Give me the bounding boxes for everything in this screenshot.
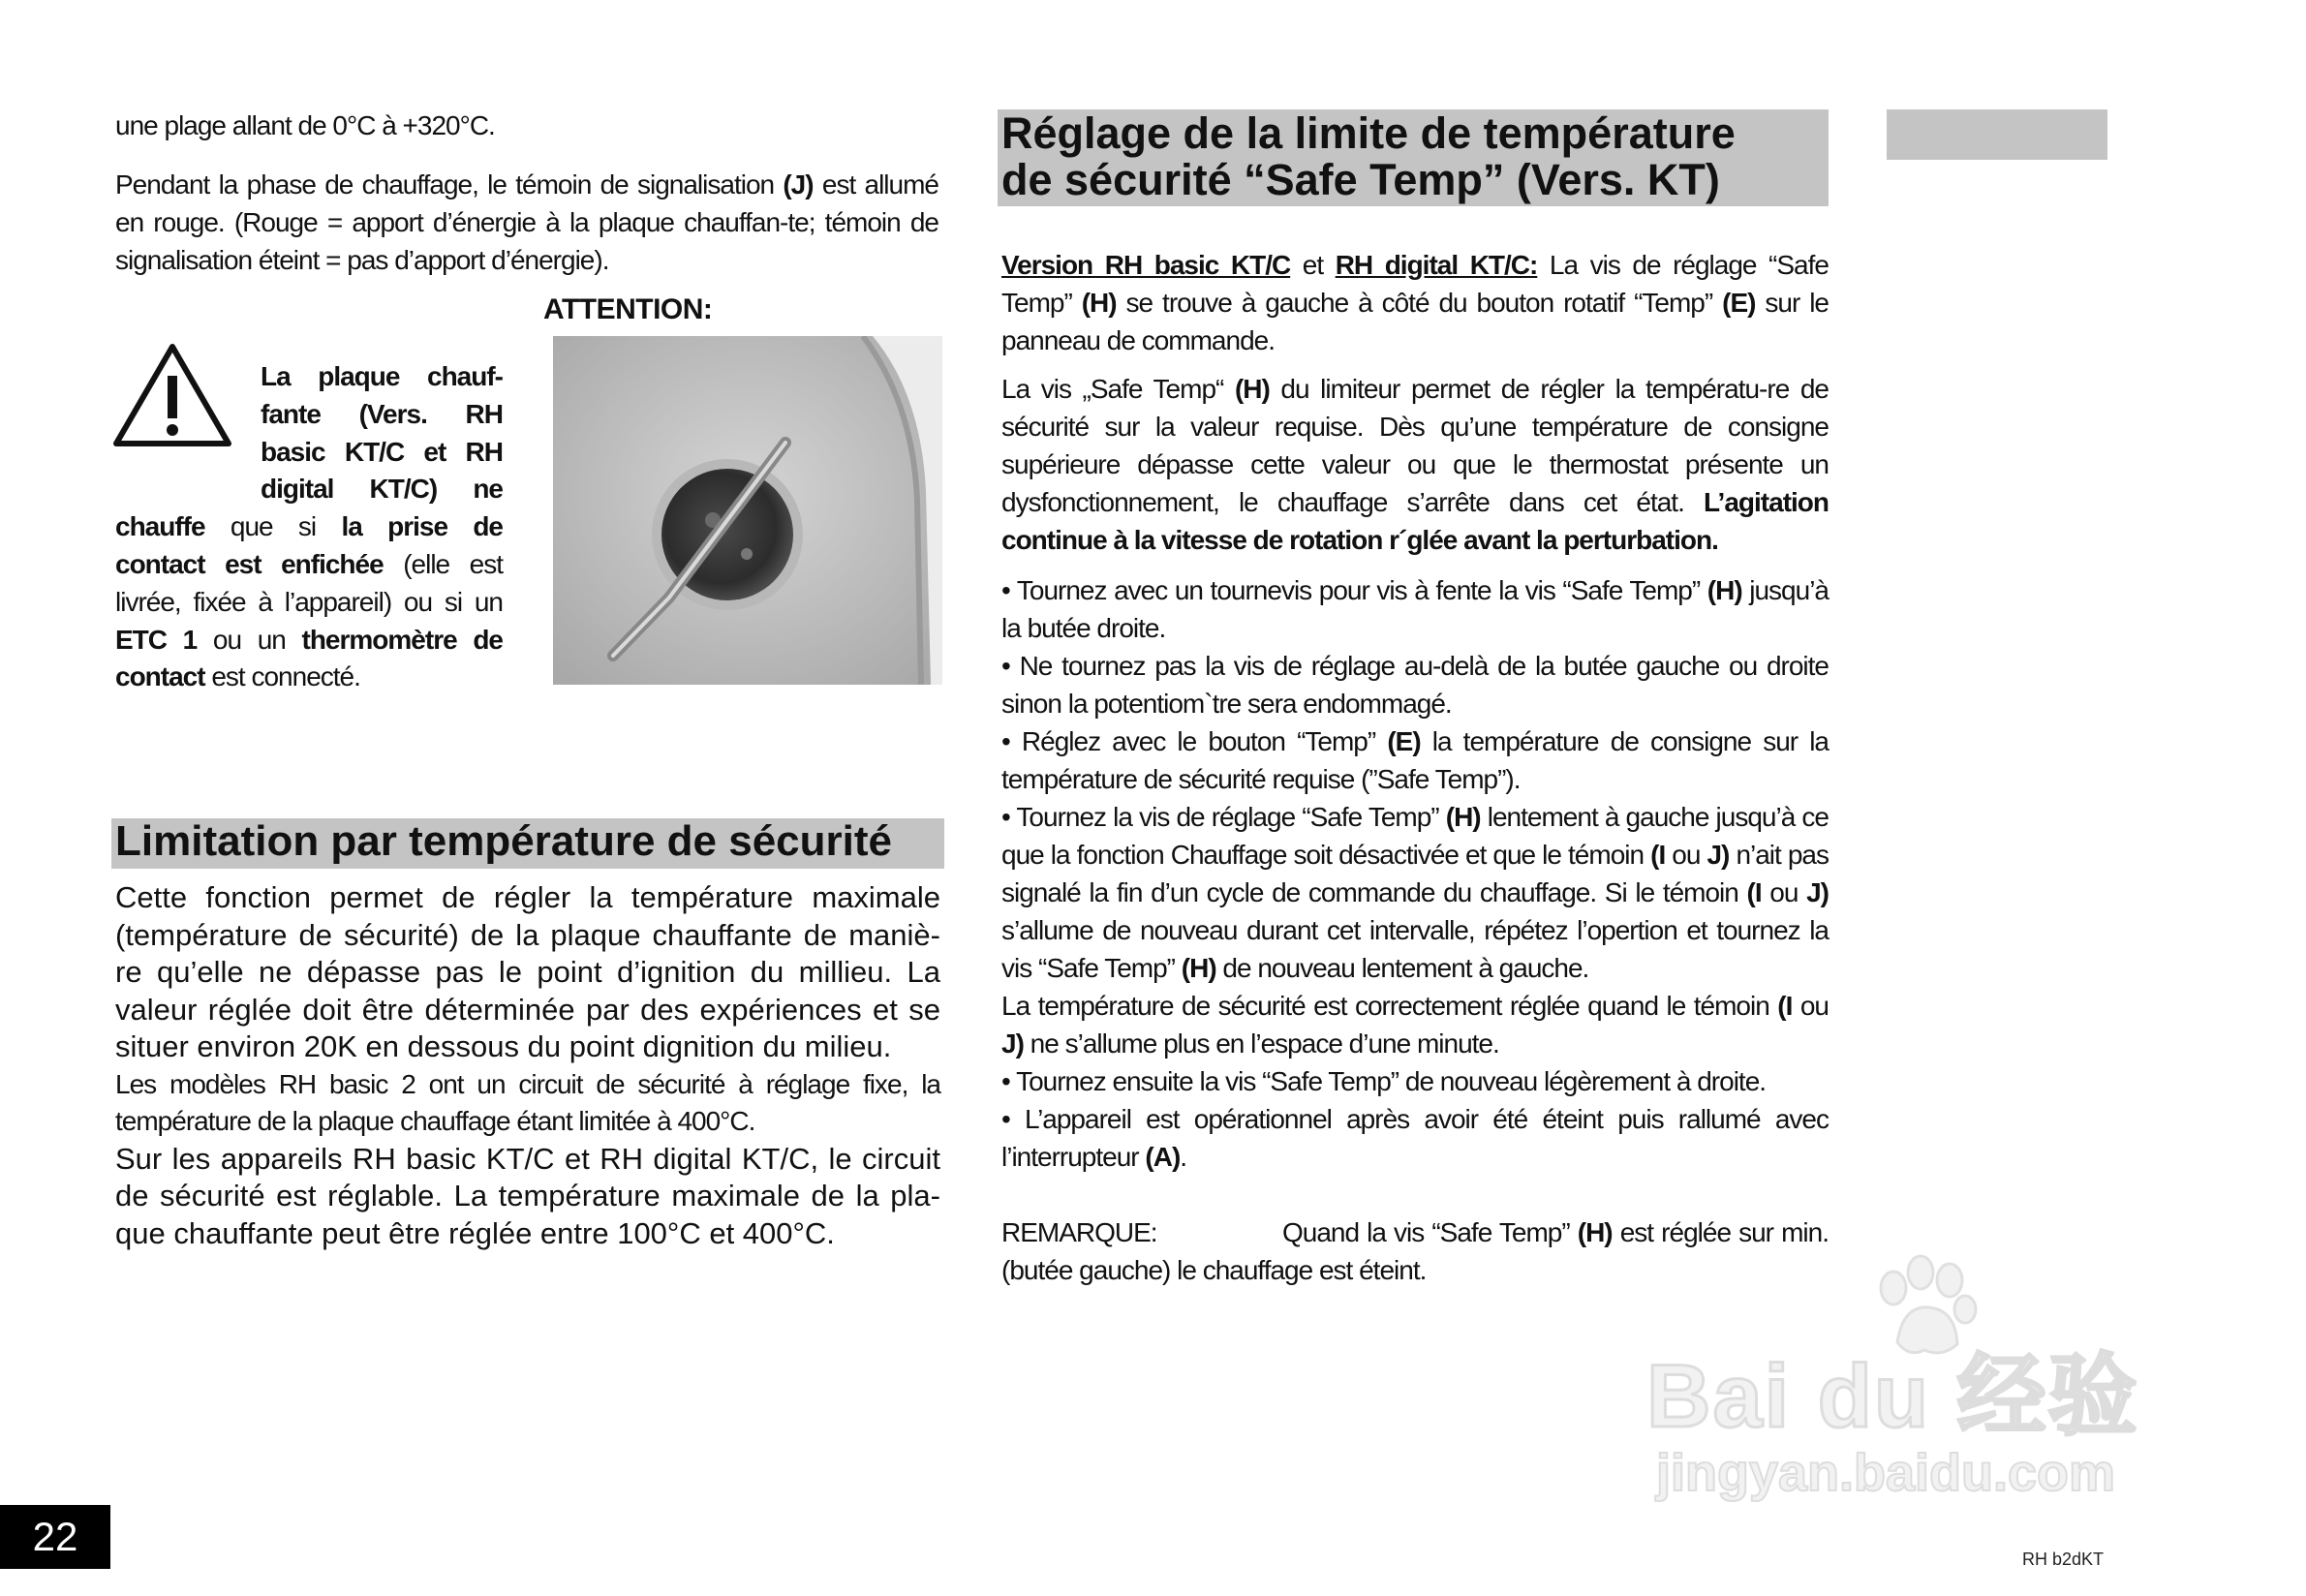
footer-code: RH b2dKT xyxy=(2022,1550,2105,1569)
limiter-paragraph: La vis „Safe Temp“ (H) du limiteur permet de régler la températu-re de sécurité sur la valeur requise. Dès qu’une température de consigne supérieure dépasse cette valeur ou que le thermostat présente un dysfonctionnement, le chauffage s’arrête dans cet état. L’agitation continue à la vitesse de rotation r´glée avant la perturbation. xyxy=(1001,374,1829,555)
watermark-url: jingyan.baidu.com xyxy=(1656,1444,2116,1502)
safety-limit-paragraph-3: Sur les appareils RH basic KT/C et RH digital KT/C, le circuit de sécurité est réglable. La température maximale de la pla-que chauffante peut être réglée entre 100°C et 400°C. xyxy=(115,1141,940,1250)
step-1: • Tournez avec un tournevis pour vis à fente la vis “Safe Temp” (H) jusqu’à la butée droite. xyxy=(1001,575,1829,643)
attention-label: ATTENTION: xyxy=(543,293,713,325)
left-intro-line: une plage allant de 0°C à +320°C. xyxy=(115,110,495,140)
remark: REMARQUE: Quand la vis “Safe Temp” (H) est réglée sur min. (butée gauche) le chauffage est éteint. xyxy=(1001,1213,1829,1289)
step-7: • L’appareil est opérationnel après avoir été éteint puis rallumé avec l’interrupteur (A). xyxy=(1001,1104,1829,1172)
corner-tab xyxy=(1887,109,2107,160)
step-4: • Tournez la vis de réglage “Safe Temp” (H) lentement à gauche jusqu’à ce que la fonction Chauffage soit désactivée et que le témoin (I ou J) n’ait pas signalé la fin d’un cycle de commande du chauffage. Si le témoin (I ou J) s’allume de nouveau durant cet intervalle, répétez l’opertion et tournez la vis “Safe Temp” (H) de nouveau lentement à gauche. xyxy=(1001,802,1829,983)
page-number-box xyxy=(0,1505,110,1569)
version-paragraph: Version RH basic KT/C et RH digital KT/C: La vis de réglage “Safe Temp” (H) se trouve à gauche à côté du bouton rotatif “Temp” (E) sur le panneau de commande. xyxy=(1001,250,1829,355)
step-2: • Ne tournez pas la vis de réglage au-delà de la butée gauche ou droite sinon la potentiom`tre sera endommagé. xyxy=(1001,651,1829,719)
baidu-watermark xyxy=(1646,1249,2208,1530)
right-title: Réglage de la limite de température de sécurité “Safe Temp” (Vers. KT) xyxy=(1001,108,1736,204)
heating-phase-paragraph: Pendant la phase de chauffage, le témoin de signalisation (J) est allumé en rouge. (Rouge = apport d’énergie à la plaque chauffan-te; témoin de signalisation éteint = pas d’apport d’énergie). xyxy=(115,169,938,275)
step-6: • Tournez ensuite la vis “Safe Temp” de nouveau légèrement à droite. xyxy=(1001,1066,1767,1096)
watermark-brand: Bai du 经验 xyxy=(1646,1347,2139,1446)
safe-temp-screw-photo xyxy=(553,336,942,685)
heating-plate-warning: La plaque chauf-fante (Vers. RH basic KT/C et RH digital KT/C) ne chauffe que si la prise de contact est enfichée (elle est livrée, fixée à l’appareil) ou si un ETC 1 ou un thermomètre de contact est connecté. xyxy=(115,361,503,692)
safety-limit-paragraph-2: Les modèles RH basic 2 ont un circuit de sécurité à réglage fixe, la température de la plaque chauffage étant limitée à 400°C. xyxy=(115,1068,940,1136)
step-5: La température de sécurité est correctement réglée quand le témoin (I ou J) ne s’allume plus en l’espace d’une minute. xyxy=(1001,991,1829,1059)
page-number: 22 xyxy=(32,1514,78,1559)
section-title: Limitation par température de sécurité xyxy=(115,817,892,865)
step-3: • Réglez avec le bouton “Temp” (E) la température de consigne sur la température de sécurité requise (”Safe Temp”). xyxy=(1001,726,1829,794)
remark-label: REMARQUE: xyxy=(1001,1217,1157,1247)
safety-limit-section xyxy=(115,879,940,1252)
right-content xyxy=(1001,246,1829,1289)
safety-limit-paragraph-1: Cette fonction permet de régler la température maximale (température de sécurité) de la plaque chauffante de maniè-re qu’elle ne dépasse pas le point d’ignition du millieu. La valeur réglée doit être déterminée par des expériences et se situer environ 20K en dessous du point dignition du milieu. xyxy=(115,880,940,1063)
